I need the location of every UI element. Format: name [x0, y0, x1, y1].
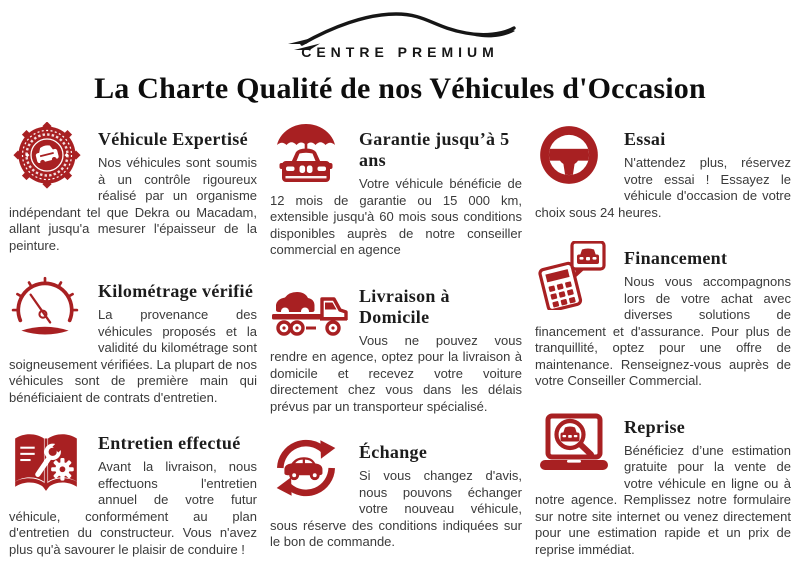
feature-title: Livraison à Domicile [359, 285, 450, 327]
feature-title: Financement [624, 248, 728, 268]
feature-text: Avant la livraison, nous effectuons l'entretien annuel de votre futur véhicule, conformément au plan d'entretien du constructeur. Vous n'avez plus qu'à savourer le plaisir de conduire ! [9, 459, 257, 557]
feature-title: Essai [624, 129, 666, 149]
feature-kilometrage [9, 274, 257, 406]
column-2 [270, 122, 522, 578]
feature-title: Véhicule Expertisé [98, 129, 248, 149]
feature-title: Kilométrage vérifié [98, 281, 254, 301]
brand-header [0, 0, 800, 60]
feature-title: Reprise [624, 416, 686, 437]
feature-title: Entretien effectué [98, 433, 241, 453]
book-tools-icon [9, 426, 91, 492]
feature-text: Si vous changez d'avis, nous pouvons échanger votre nouveau véhicule, sous réserve des conditions indiquées sur le bon de commande. [270, 468, 522, 549]
feature-vehicule-expertise [9, 122, 257, 254]
charter-grid [0, 122, 800, 578]
feature-text: Votre véhicule bénéficie de 12 mois de garantie ou 15 000 km, extensible jusqu'à 60 mois sous conditions disponibles auprès de notre conseiller commercial en agence [270, 176, 522, 257]
tow-truck-icon [270, 279, 352, 345]
umbrella-car-icon [270, 122, 352, 188]
feature-title: Échange [359, 442, 428, 462]
feature-echange [270, 435, 522, 551]
feature-text: Vous ne pouvez vous rendre en agence, optez pour la livraison à domicile et recevez votre voiture directement chez vous dans les délais prévus par un transporteur spécialisé. [270, 332, 522, 414]
calculator-car-icon [535, 241, 617, 307]
expertise-stamp-icon [9, 122, 91, 188]
page-title: La Charte Qualité de nos Véhicules d'Occasion [94, 72, 706, 105]
feature-title: Garantie jusqu’à 5 ans [359, 129, 510, 170]
feature-text: Nos véhicules sont soumis à un contrôle rigoureux réalisé par un organisme indépendant tel que Dekra ou Macadam, allant jusqu'a mesurer l'épaisseur de la peinture. [9, 155, 257, 253]
feature-text: Nous vous accompagnons lors de votre achat avec diverses solutions de financement et d'assurance. Pour plus de tranquillité, optez pour une offre de maintenance. Renseignez-vous auprès de votre Conseiller Commercial. [535, 274, 791, 388]
laptop-car-search-icon [535, 410, 617, 476]
feature-text: La provenance des véhicules proposés et la validité du kilométrage sont soigneusement vérifiées. La plupart de nos véhicules sont de première main qui bénéficiaient de contrats d'entretien. [9, 307, 257, 405]
feature-essai [535, 122, 791, 221]
feature-text: Bénéficiez d’une estimation gratuite pour la vente de votre véhicule en ligne ou à notre agence. Remplissez notre formulaire sur notre site internet ou venez directement pour une estimation rapide et un prix de reprise immédiat. [535, 442, 791, 557]
feature-financement [535, 241, 791, 390]
column-1 [9, 122, 257, 578]
feature-livraison [270, 279, 522, 416]
brand-name: CENTRE PREMIUM [301, 44, 499, 60]
feature-entretien [9, 426, 257, 558]
exchange-arrows-car-icon [270, 435, 352, 501]
feature-text: N'attendez plus, réservez votre essai ! Essayez le véhicule d'occasion de votre choix sous 24 heures. [535, 155, 791, 220]
steering-wheel-icon [535, 122, 617, 188]
column-3 [535, 122, 791, 578]
feature-reprise [535, 410, 791, 559]
speedometer-icon [9, 274, 91, 340]
feature-garantie [270, 122, 522, 259]
